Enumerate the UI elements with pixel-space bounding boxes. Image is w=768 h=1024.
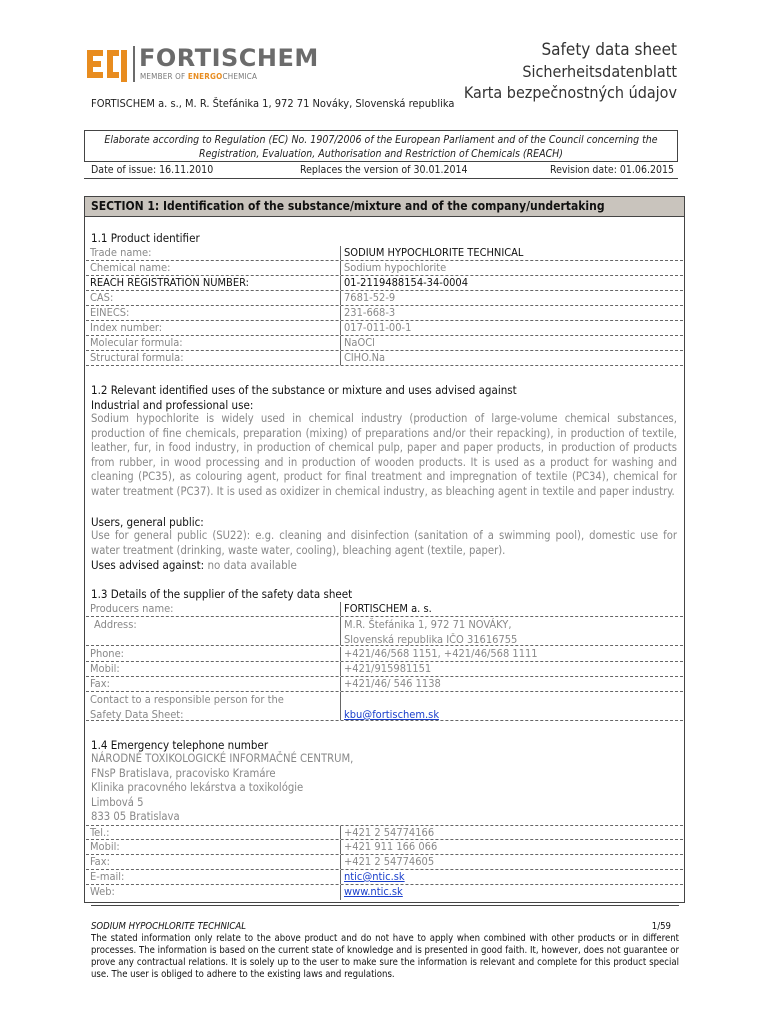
heading-1-4: 1.4 Emergency telephone number bbox=[91, 738, 269, 752]
kv-contact-person bbox=[86, 692, 683, 721]
title-en: Safety data sheet bbox=[541, 40, 677, 60]
industrial-use-text: Sodium hypochlorite is widely used in chemical industry (production of large-volume chemical substances, production of fine chemicals, preparation (mixing) of preparations and/or their repacking), in production of textile, leather, fur, in food industry, in production of chemical pulp, paper and paper products, in production of products from rubber, in wood processing and in production of wooden products. It is used as a product for washing and cleaning (PC35), as colouring agent, product for final treatment and impregnation of textile (PC34), chemical for water treatment (PC37). It is used as oxidizer in chemical industry, as bleaching agent in textile and paper industry. bbox=[91, 412, 677, 498]
kv-key: Fax: bbox=[90, 855, 110, 868]
kv-value: M.R. Štefánika 1, 972 71 NOVÁKY, Slovenská republika IČO 31616755 bbox=[344, 618, 518, 646]
kv-key: Producers name: bbox=[90, 602, 174, 615]
kv-einecs bbox=[86, 306, 683, 321]
emergency-web-link[interactable]: www.ntic.sk bbox=[344, 885, 403, 898]
company-address: FORTISCHEM a. s., M. R. Štefánika 1, 972 71 Nováky, Slovenská republika bbox=[91, 97, 455, 110]
kv-key: Mobil: bbox=[90, 662, 120, 675]
kv-index-number bbox=[86, 321, 683, 336]
address-line: NÁRODNÉ TOXIKOLOGICKÉ INFORMAČNÉ CENTRUM, bbox=[91, 752, 354, 765]
kv-key: EINECS: bbox=[90, 306, 130, 319]
uses-advised-label: Uses advised against: bbox=[91, 558, 205, 572]
kv-emergency-email bbox=[86, 870, 683, 885]
kv-value: +421/915981151 bbox=[344, 662, 432, 675]
address-line: Klinika pracovného lekárstva a toxikológie bbox=[91, 781, 304, 795]
kv-value: FORTISCHEM a. s. bbox=[344, 602, 432, 615]
kv-key: Address: bbox=[94, 618, 137, 631]
kv-value: +421/46/568 1151, +421/46/568 1111 bbox=[344, 647, 538, 660]
kv-emergency-web bbox=[86, 885, 683, 900]
kv-value: ClHO.Na bbox=[344, 351, 386, 364]
contact-email-link[interactable]: kbu@fortischem.sk bbox=[344, 708, 440, 721]
address-line: 833 05 Bratislava bbox=[91, 810, 180, 824]
emergency-center-address bbox=[91, 752, 353, 825]
kv-key: CAS: bbox=[90, 291, 114, 304]
kv-emergency-mobil bbox=[86, 840, 683, 855]
kv-molecular-formula bbox=[86, 336, 683, 351]
fortischem-logo-icon bbox=[85, 46, 131, 82]
logo-tagline: MEMBER OF ENERGOCHEMICA bbox=[140, 72, 258, 81]
kv-key: E-mail: bbox=[90, 870, 125, 883]
kv-key: Mobil: bbox=[90, 840, 120, 853]
kv-chemical-name bbox=[86, 261, 683, 276]
kv-mobil bbox=[86, 662, 683, 677]
kv-value: 017-011-00-1 bbox=[344, 321, 412, 334]
title-sk: Karta bezpečnostných údajov bbox=[463, 83, 677, 102]
footer-product-name: SODIUM HYPOCHLORITE TECHNICAL bbox=[91, 921, 247, 932]
kv-structural-formula bbox=[86, 351, 683, 366]
kv-address bbox=[86, 617, 683, 646]
kv-key: Index number: bbox=[90, 321, 163, 334]
kv-value: 231-668-3 bbox=[344, 306, 396, 319]
kv-key: Trade name: bbox=[90, 246, 152, 259]
issue-date: Date of issue: 16.11.2010 bbox=[91, 164, 214, 176]
kv-value: +421 2 54774166 bbox=[344, 826, 435, 839]
regulation-line-2: Registration, Evaluation, Authorisation and Restriction of Chemicals (REACH) bbox=[199, 148, 563, 160]
kv-key: Tel.: bbox=[90, 826, 110, 839]
heading-1-3: 1.3 Details of the supplier of the safety data sheet bbox=[91, 587, 353, 601]
section-1-heading: SECTION 1: Identification of the substance/mixture and of the company/undertaking bbox=[85, 197, 684, 217]
document-titles bbox=[464, 40, 677, 103]
uses-advised-value: no data available bbox=[207, 558, 297, 572]
kv-value: 7681-52-9 bbox=[344, 291, 396, 304]
kv-key: Phone: bbox=[90, 647, 124, 660]
logo-name: FORTISCHEM bbox=[139, 44, 319, 72]
kv-key: Contact to a responsible person for the Safety Data Sheet: bbox=[90, 693, 284, 721]
regulation-box bbox=[84, 130, 678, 162]
kv-value: NaOCl bbox=[344, 336, 375, 349]
kv-value: +421 911 166 066 bbox=[344, 840, 438, 853]
footer-divider bbox=[91, 905, 679, 906]
heading-1-2: 1.2 Relevant identified uses of the substance or mixture and uses advised against bbox=[91, 383, 517, 397]
kv-value: SODIUM HYPOCHLORITE TECHNICAL bbox=[344, 246, 524, 259]
industrial-use-label: Industrial and professional use: bbox=[91, 398, 254, 412]
kv-key: Structural formula: bbox=[90, 351, 184, 364]
uses-advised-against bbox=[91, 558, 297, 572]
kv-trade-name bbox=[86, 246, 683, 261]
kv-key: Fax: bbox=[90, 677, 110, 690]
heading-1-1: 1.1 Product identifier bbox=[91, 231, 200, 245]
kv-value: +421 2 54774605 bbox=[344, 855, 435, 868]
kv-phone bbox=[86, 647, 683, 662]
kv-value: +421/46/ 546 1138 bbox=[344, 677, 441, 690]
regulation-line-1: Elaborate according to Regulation (EC) No. 1907/2006 of the European Parliament and of the Council concerning the bbox=[104, 134, 658, 146]
revision-date: Revision date: 01.06.2015 bbox=[550, 164, 674, 176]
title-de: Sicherheitsdatenblatt bbox=[522, 62, 677, 81]
kv-reach-number bbox=[86, 276, 683, 291]
kv-cas bbox=[86, 291, 683, 306]
public-use-text: Use for general public (SU22): e.g. cleaning and disinfection (sanitation of a swimming pool), domestic use for water treatment (drinking, waste water, cooling), bleaching agent (textile, paper). bbox=[91, 529, 677, 557]
kv-emergency-tel bbox=[86, 825, 683, 840]
dates-divider bbox=[84, 178, 678, 179]
footer-page-number: 1/59 bbox=[651, 921, 671, 932]
kv-key: Chemical name: bbox=[90, 261, 171, 274]
kv-value: 01-2119488154-34-0004 bbox=[344, 276, 469, 289]
kv-emergency-fax bbox=[86, 855, 683, 870]
kv-key: Molecular formula: bbox=[90, 336, 183, 349]
kv-producer bbox=[86, 602, 683, 617]
address-line: Limbová 5 bbox=[91, 795, 144, 809]
address-line: FNsP Bratislava, pracovisko Kramáre bbox=[91, 766, 276, 780]
kv-fax bbox=[86, 677, 683, 692]
kv-key: Web: bbox=[90, 885, 115, 898]
company-logo bbox=[85, 44, 319, 86]
replaces-version: Replaces the version of 30.01.2014 bbox=[300, 164, 468, 176]
emergency-email-link[interactable]: ntic@ntic.sk bbox=[344, 870, 405, 883]
public-use-label: Users, general public: bbox=[91, 515, 204, 529]
kv-key: REACH REGISTRATION NUMBER: bbox=[90, 276, 249, 289]
logo-divider bbox=[133, 46, 135, 82]
kv-value: Sodium hypochlorite bbox=[344, 261, 447, 274]
footer-disclaimer: The stated information only relate to the above product and do not have to apply when combined with other products or in different processes. The information is based on the current state of knowledge and is presented in good faith. It, however, does not guarantee or prove any contractual relations. It is solely up to the user to make sure the information is relevant and complete for this product special use. The user is obliged to adhere to the existing laws and regulations. bbox=[91, 933, 679, 980]
